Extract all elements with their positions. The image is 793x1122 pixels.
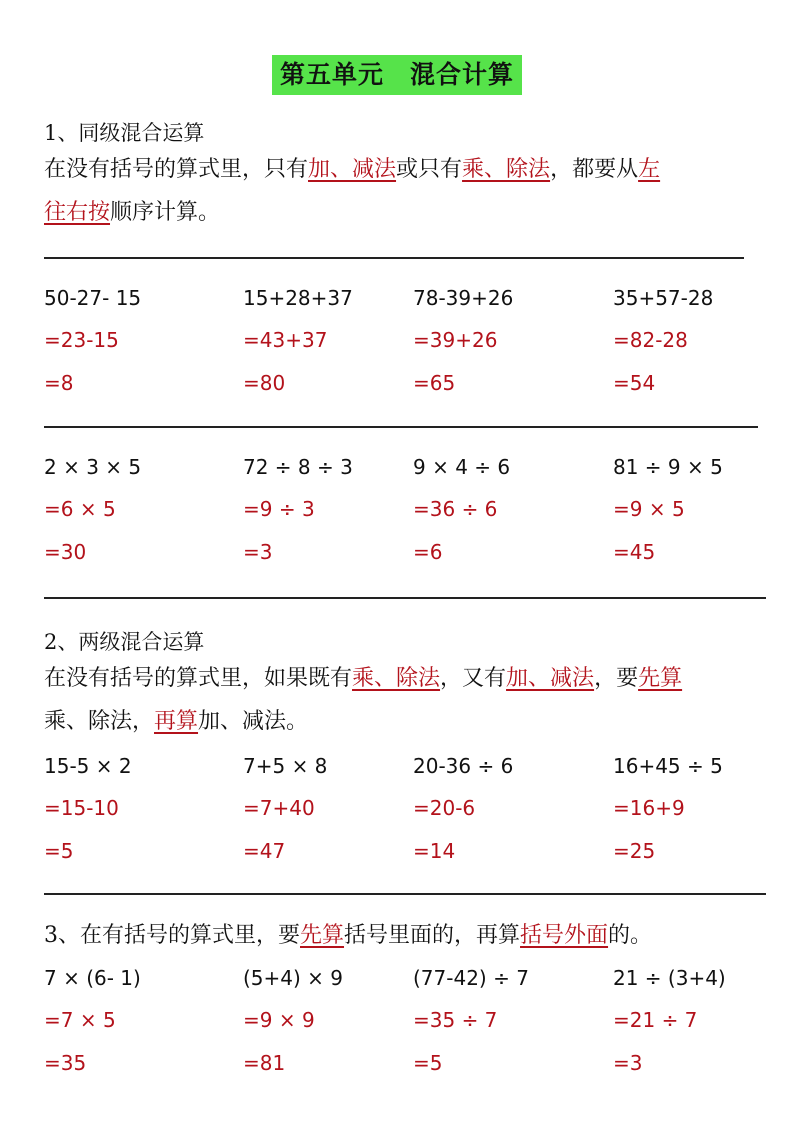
- step: =9 × 9: [243, 1008, 315, 1032]
- step: =21 ÷ 7: [613, 1008, 698, 1032]
- expression: 15+28+37: [243, 286, 353, 310]
- rule-keyword: 再算: [154, 709, 199, 734]
- divider: [44, 597, 766, 599]
- divider: [44, 426, 758, 428]
- step: =20-6: [413, 796, 476, 820]
- result: =25: [613, 839, 656, 863]
- rule-keyword: 先算: [638, 666, 683, 691]
- expression: (77-42) ÷ 7: [413, 966, 529, 990]
- rule-keyword: 乘、除法: [352, 666, 441, 691]
- step: =43+37: [243, 328, 328, 352]
- result: =5: [413, 1051, 443, 1075]
- step: =36 ÷ 6: [413, 497, 498, 521]
- heading-text: 括号里面的，再算: [344, 923, 521, 948]
- expression: 7+5 × 8: [243, 754, 328, 778]
- expression: 9 × 4 ÷ 6: [413, 455, 511, 479]
- step: =6 × 5: [44, 497, 116, 521]
- result: =3: [613, 1051, 643, 1075]
- heading-text: 3、在有括号的算式里，要: [44, 923, 300, 948]
- rule-text: 顺序计算。: [110, 200, 221, 225]
- section-1-rule-line-1: [44, 150, 660, 190]
- heading-text: 的。: [608, 923, 653, 948]
- divider: [44, 257, 744, 259]
- step: =7 × 5: [44, 1008, 116, 1032]
- heading-keyword: 先算: [300, 923, 345, 948]
- step: =7+40: [243, 796, 315, 820]
- expression: 35+57-28: [613, 286, 714, 310]
- result: =6: [413, 540, 443, 564]
- result: =14: [413, 839, 456, 863]
- rule-text: 在没有括号的算式里，只有: [44, 157, 309, 182]
- rule-keyword: 加、减法: [506, 666, 595, 691]
- expression: 20-36 ÷ 6: [413, 754, 514, 778]
- rule-text: 或只有: [396, 157, 463, 182]
- section-1-heading: 1、同级混合运算: [44, 121, 205, 145]
- heading-keyword: 括号外面: [520, 923, 609, 948]
- section-1-rule-line-2: [44, 193, 220, 233]
- result: =65: [413, 371, 456, 395]
- expression: 16+45 ÷ 5: [613, 754, 723, 778]
- section-2-heading: 2、两级混合运算: [44, 630, 205, 654]
- rule-text: 在没有括号的算式里，如果既有: [44, 666, 353, 691]
- expression: 50-27- 15: [44, 286, 142, 310]
- step: =39+26: [413, 328, 498, 352]
- expression: 2 × 3 × 5: [44, 455, 142, 479]
- result: =47: [243, 839, 286, 863]
- result: =81: [243, 1051, 286, 1075]
- rule-text: ，要: [594, 666, 639, 691]
- step: =23-15: [44, 328, 119, 352]
- step: =35 ÷ 7: [413, 1008, 498, 1032]
- rule-text: ，又有: [440, 666, 507, 691]
- result: =80: [243, 371, 286, 395]
- rule-keyword: 左: [638, 157, 661, 182]
- expression: 15-5 × 2: [44, 754, 132, 778]
- rule-text: 乘、除法，: [44, 709, 155, 734]
- expression: (5+4) × 9: [243, 966, 344, 990]
- result: =35: [44, 1051, 87, 1075]
- expression: 81 ÷ 9 × 5: [613, 455, 723, 479]
- divider: [44, 893, 766, 895]
- rule-keyword: 往右按: [44, 200, 111, 225]
- result: =3: [243, 540, 273, 564]
- result: =30: [44, 540, 87, 564]
- page-title: 第五单元 混合计算: [272, 55, 522, 95]
- result: =5: [44, 839, 74, 863]
- step: =15-10: [44, 796, 119, 820]
- step: =9 × 5: [613, 497, 685, 521]
- expression: 72 ÷ 8 ÷ 3: [243, 455, 353, 479]
- rule-keyword: 加、减法: [308, 157, 397, 182]
- section-2-rule-line-2: [44, 702, 308, 742]
- step: =9 ÷ 3: [243, 497, 315, 521]
- expression: 21 ÷ (3+4): [613, 966, 726, 990]
- expression: 7 × (6- 1): [44, 966, 141, 990]
- section-3-heading: [44, 916, 652, 956]
- result: =8: [44, 371, 74, 395]
- step: =82-28: [613, 328, 688, 352]
- result: =45: [613, 540, 656, 564]
- rule-text: 加、减法。: [198, 709, 309, 734]
- rule-text: ，都要从: [550, 157, 639, 182]
- step: =16+9: [613, 796, 685, 820]
- section-2-rule-line-1: [44, 659, 682, 699]
- expression: 78-39+26: [413, 286, 514, 310]
- rule-keyword: 乘、除法: [462, 157, 551, 182]
- result: =54: [613, 371, 656, 395]
